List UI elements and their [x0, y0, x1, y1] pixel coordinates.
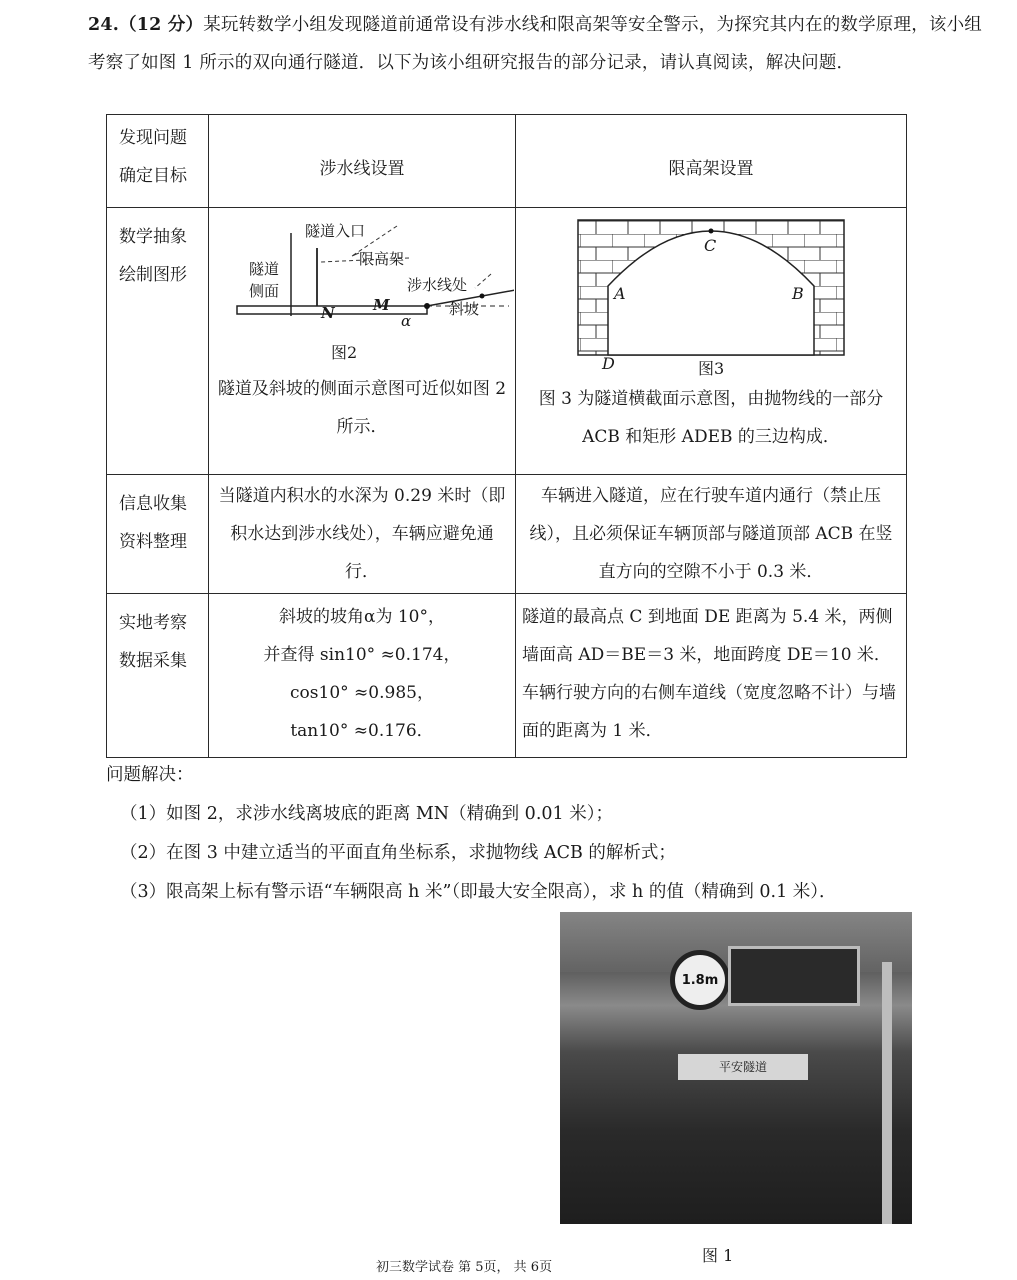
table-row-data — [107, 594, 907, 758]
tunnel-photo — [560, 912, 912, 1224]
row-label-abstraction: 数学抽象 绘制图形 — [107, 208, 209, 475]
row-label-data: 实地考察 数据采集 — [107, 594, 209, 758]
report-table — [106, 114, 907, 758]
cell-tunnel-data: 隧道的最高点 C 到地面 DE 距离为 5.4 米，两侧墙面高 AD＝BE＝3 米，地面跨度 DE＝10 米．车辆行驶方向的右侧车道线（宽度忽略不计）与墙面的距离为 1 米． — [516, 594, 907, 758]
table-row-info — [107, 475, 907, 594]
table-row-abstraction — [107, 208, 907, 475]
cell-fig3 — [516, 208, 907, 475]
fig2-alpha: α — [401, 312, 412, 330]
cell-slope-data: 斜坡的坡角α为 10°， 并查得 sin10° ≈0.174， cos10° ≈0.985， tan10° ≈0.176． — [209, 594, 516, 758]
page-footer: 初三数学试卷 第 5页， 共 6页 — [376, 1260, 553, 1275]
fig3-point-A: A — [614, 284, 626, 303]
row-label-info: 信息收集 资料整理 — [107, 475, 209, 594]
problem-solving — [106, 756, 986, 912]
cell-water-info: 当隧道内积水的水深为 0.29 米时（即积水达到涉水线处），车辆应避免通行． — [209, 475, 516, 594]
tunnel-banner: 平安隧道 — [678, 1054, 808, 1080]
fig3-description: 图 3 为隧道横截面示意图，由抛物线的一部分 ACB 和矩形 ADEB 的三边构成． — [538, 389, 884, 447]
col-head-height-limit: 限高架设置 — [516, 115, 907, 208]
fig2-wall-label: 隧道 侧面 — [249, 260, 280, 300]
solve-heading: 问题解决： — [106, 765, 194, 785]
fig2-caption: 图2 — [331, 343, 358, 362]
col-head-water-line: 涉水线设置 — [209, 115, 516, 208]
solve-item-2: （2）在图 3 中建立适当的平面直角坐标系，求抛物线 ACB 的解析式； — [120, 843, 676, 863]
fig2-point-N: N — [321, 304, 335, 322]
question-intro — [88, 6, 993, 82]
fig1-caption: 图 1 — [702, 1246, 734, 1265]
solve-item-1: （1）如图 2，求涉水线离坡底的距离 MN（精确到 0.01 米）； — [120, 804, 613, 824]
question-text: 某玩转数学小组发现隧道前通常设有涉水线和限高架等安全警示，为探究其内在的数学原理，该小组考察了如图 1 所示的双向通行隧道．以下为该小组研究报告的部分记录，请认真阅读，解决问题． — [88, 15, 982, 73]
row-label-goal: 发现问题 确定目标 — [107, 115, 209, 208]
fig2-point-M: M — [373, 296, 390, 314]
fig3-point-D: D — [602, 354, 615, 373]
sign-pole — [882, 962, 892, 1224]
fig2-description: 隧道及斜坡的侧面示意图可近似如图 2 所示． — [217, 379, 507, 437]
table-header-row — [107, 115, 907, 208]
cell-height-info: 车辆进入隧道，应在行驶车道内通行（禁止压线），且必须保证车辆顶部与隧道顶部 ACB 在竖直方向的空隙不小于 0.3 米． — [516, 475, 907, 594]
fig3-point-C: C — [704, 236, 717, 255]
fig2-entrance-label: 隧道入口 — [305, 222, 366, 240]
fig2-slope-label: 斜坡 — [449, 300, 480, 318]
fig2-water-line-label: 涉水线处 — [407, 276, 468, 294]
cell-fig2 — [209, 208, 516, 475]
solve-item-3: （3）限高架上标有警示语“车辆限高 h 米”（即最大安全限高），求 h 的值（精确到 0.1 米）． — [120, 882, 837, 902]
question-number: 24.（12 分） — [88, 15, 204, 35]
fig3-caption: 图3 — [698, 359, 725, 378]
figure-3-diagram — [516, 208, 907, 376]
led-sign — [728, 946, 860, 1006]
fig3-point-B: B — [792, 284, 804, 303]
height-limit-sign: 1.8m — [670, 950, 730, 1010]
fig2-limit-label: 限高架 — [359, 250, 405, 268]
